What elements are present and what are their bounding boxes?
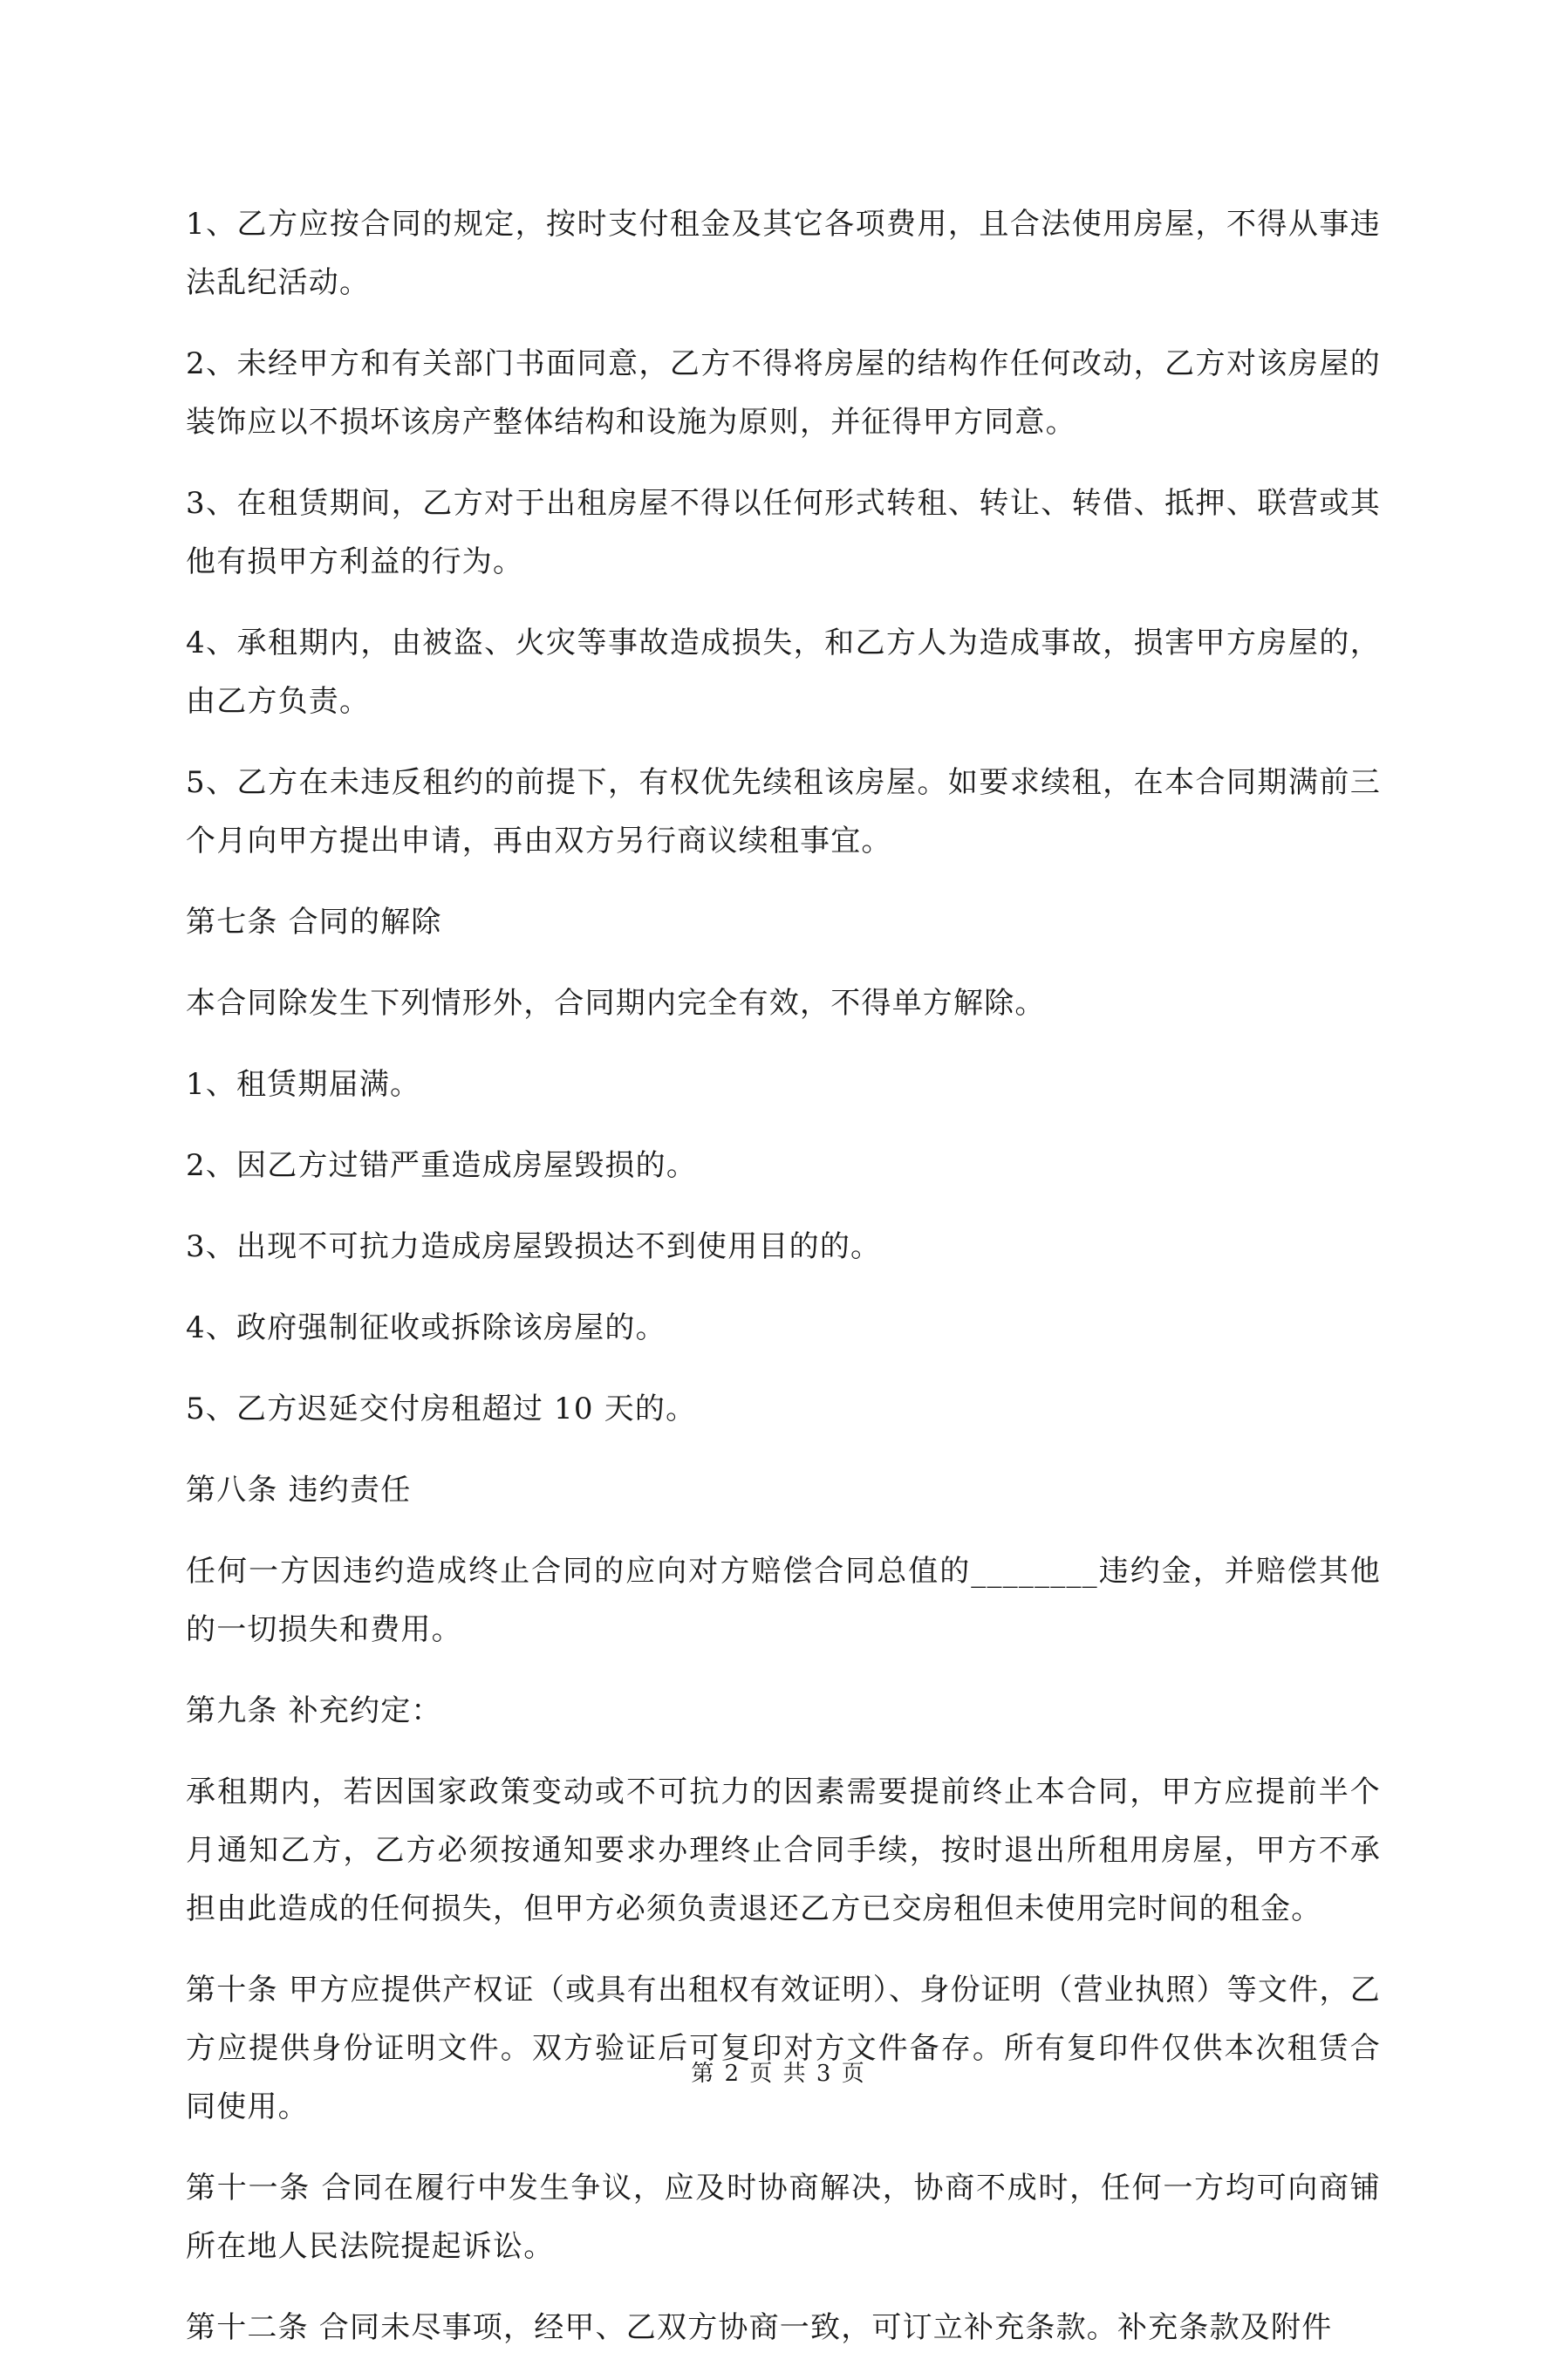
paragraph-termination-1: 1、租赁期届满。 bbox=[186, 1067, 421, 1102]
section-heading-article-9: 第九条 补充约定： bbox=[186, 1693, 442, 1728]
paragraph-termination-intro: 本合同除发生下列情形外，合同期内完全有效，不得单方解除。 bbox=[186, 986, 1046, 1021]
paragraph-clause-2: 2、未经甲方和有关部门书面同意，乙方不得将房屋的结构作任何改动，乙方对该房屋的装饰应以不损坏该房产整体结构和设施为原则，并征得甲方同意。 bbox=[186, 346, 1381, 440]
paragraph-clause-1: 1、乙方应按合同的规定，按时支付租金及其它各项费用，且合法使用房屋，不得从事违法乱纪活动。 bbox=[186, 207, 1381, 300]
paragraph-clause-5: 5、乙方在未违反租约的前提下，有权优先续租该房屋。如要求续租，在本合同期满前三个月向甲方提出申请，再由双方另行商议续租事宜。 bbox=[186, 765, 1381, 858]
paragraph-article-11: 第十一条 合同在履行中发生争议，应及时协商解决，协商不成时，任何一方均可向商铺所在地人民法院提起诉讼。 bbox=[186, 2171, 1381, 2264]
document-body bbox=[186, 195, 1381, 2380]
paragraph-termination-4: 4、政府强制征收或拆除该房屋的。 bbox=[186, 1310, 666, 1345]
paragraph-article-10: 第十条 甲方应提供产权证（或具有出租权有效证明）、身份证明（营业执照）等文件，乙方应提供身份证明文件。双方验证后可复印对方文件备存。所有复印件仅供本次租赁合同使用。 bbox=[186, 1973, 1381, 2124]
paragraph-clause-4: 4、承租期内，由被盗、火灾等事故造成损失，和乙方人为造成事故，损害甲方房屋的，由乙方负责。 bbox=[186, 626, 1381, 719]
paragraph-termination-2: 2、因乙方过错严重造成房屋毁损的。 bbox=[186, 1148, 698, 1183]
page-number-footer: 第 2 页 共 3 页 bbox=[691, 2061, 866, 2087]
paragraph-termination-3: 3、出现不可抗力造成房屋毁损达不到使用目的的。 bbox=[186, 1229, 882, 1264]
paragraph-article-12: 第十二条 合同未尽事项，经甲、乙双方协商一致，可订立补充条款。补充条款及附件 bbox=[186, 2310, 1333, 2345]
paragraph-liability: 任何一方因违约造成终止合同的应向对方赔偿合同总值的________违约金，并赔偿其他的一切损失和费用。 bbox=[186, 1554, 1381, 1647]
section-heading-article-7: 第七条 合同的解除 bbox=[186, 905, 442, 940]
section-heading-article-8: 第八条 违约责任 bbox=[186, 1473, 412, 1508]
paragraph-supplement: 承租期内，若因国家政策变动或不可抗力的因素需要提前终止本合同，甲方应提前半个月通知乙方，乙方必须按通知要求办理终止合同手续，按时退出所租用房屋，甲方不承担由此造成的任何损失，但甲方必须负责退还乙方已交房租但未使用完时间的租金。 bbox=[186, 1775, 1381, 1926]
paragraph-termination-5: 5、乙方迟延交付房租超过 10 天的。 bbox=[186, 1392, 697, 1426]
paragraph-clause-3: 3、在租赁期间，乙方对于出租房屋不得以任何形式转租、转让、转借、抵押、联营或其他有损甲方利益的行为。 bbox=[186, 486, 1381, 579]
